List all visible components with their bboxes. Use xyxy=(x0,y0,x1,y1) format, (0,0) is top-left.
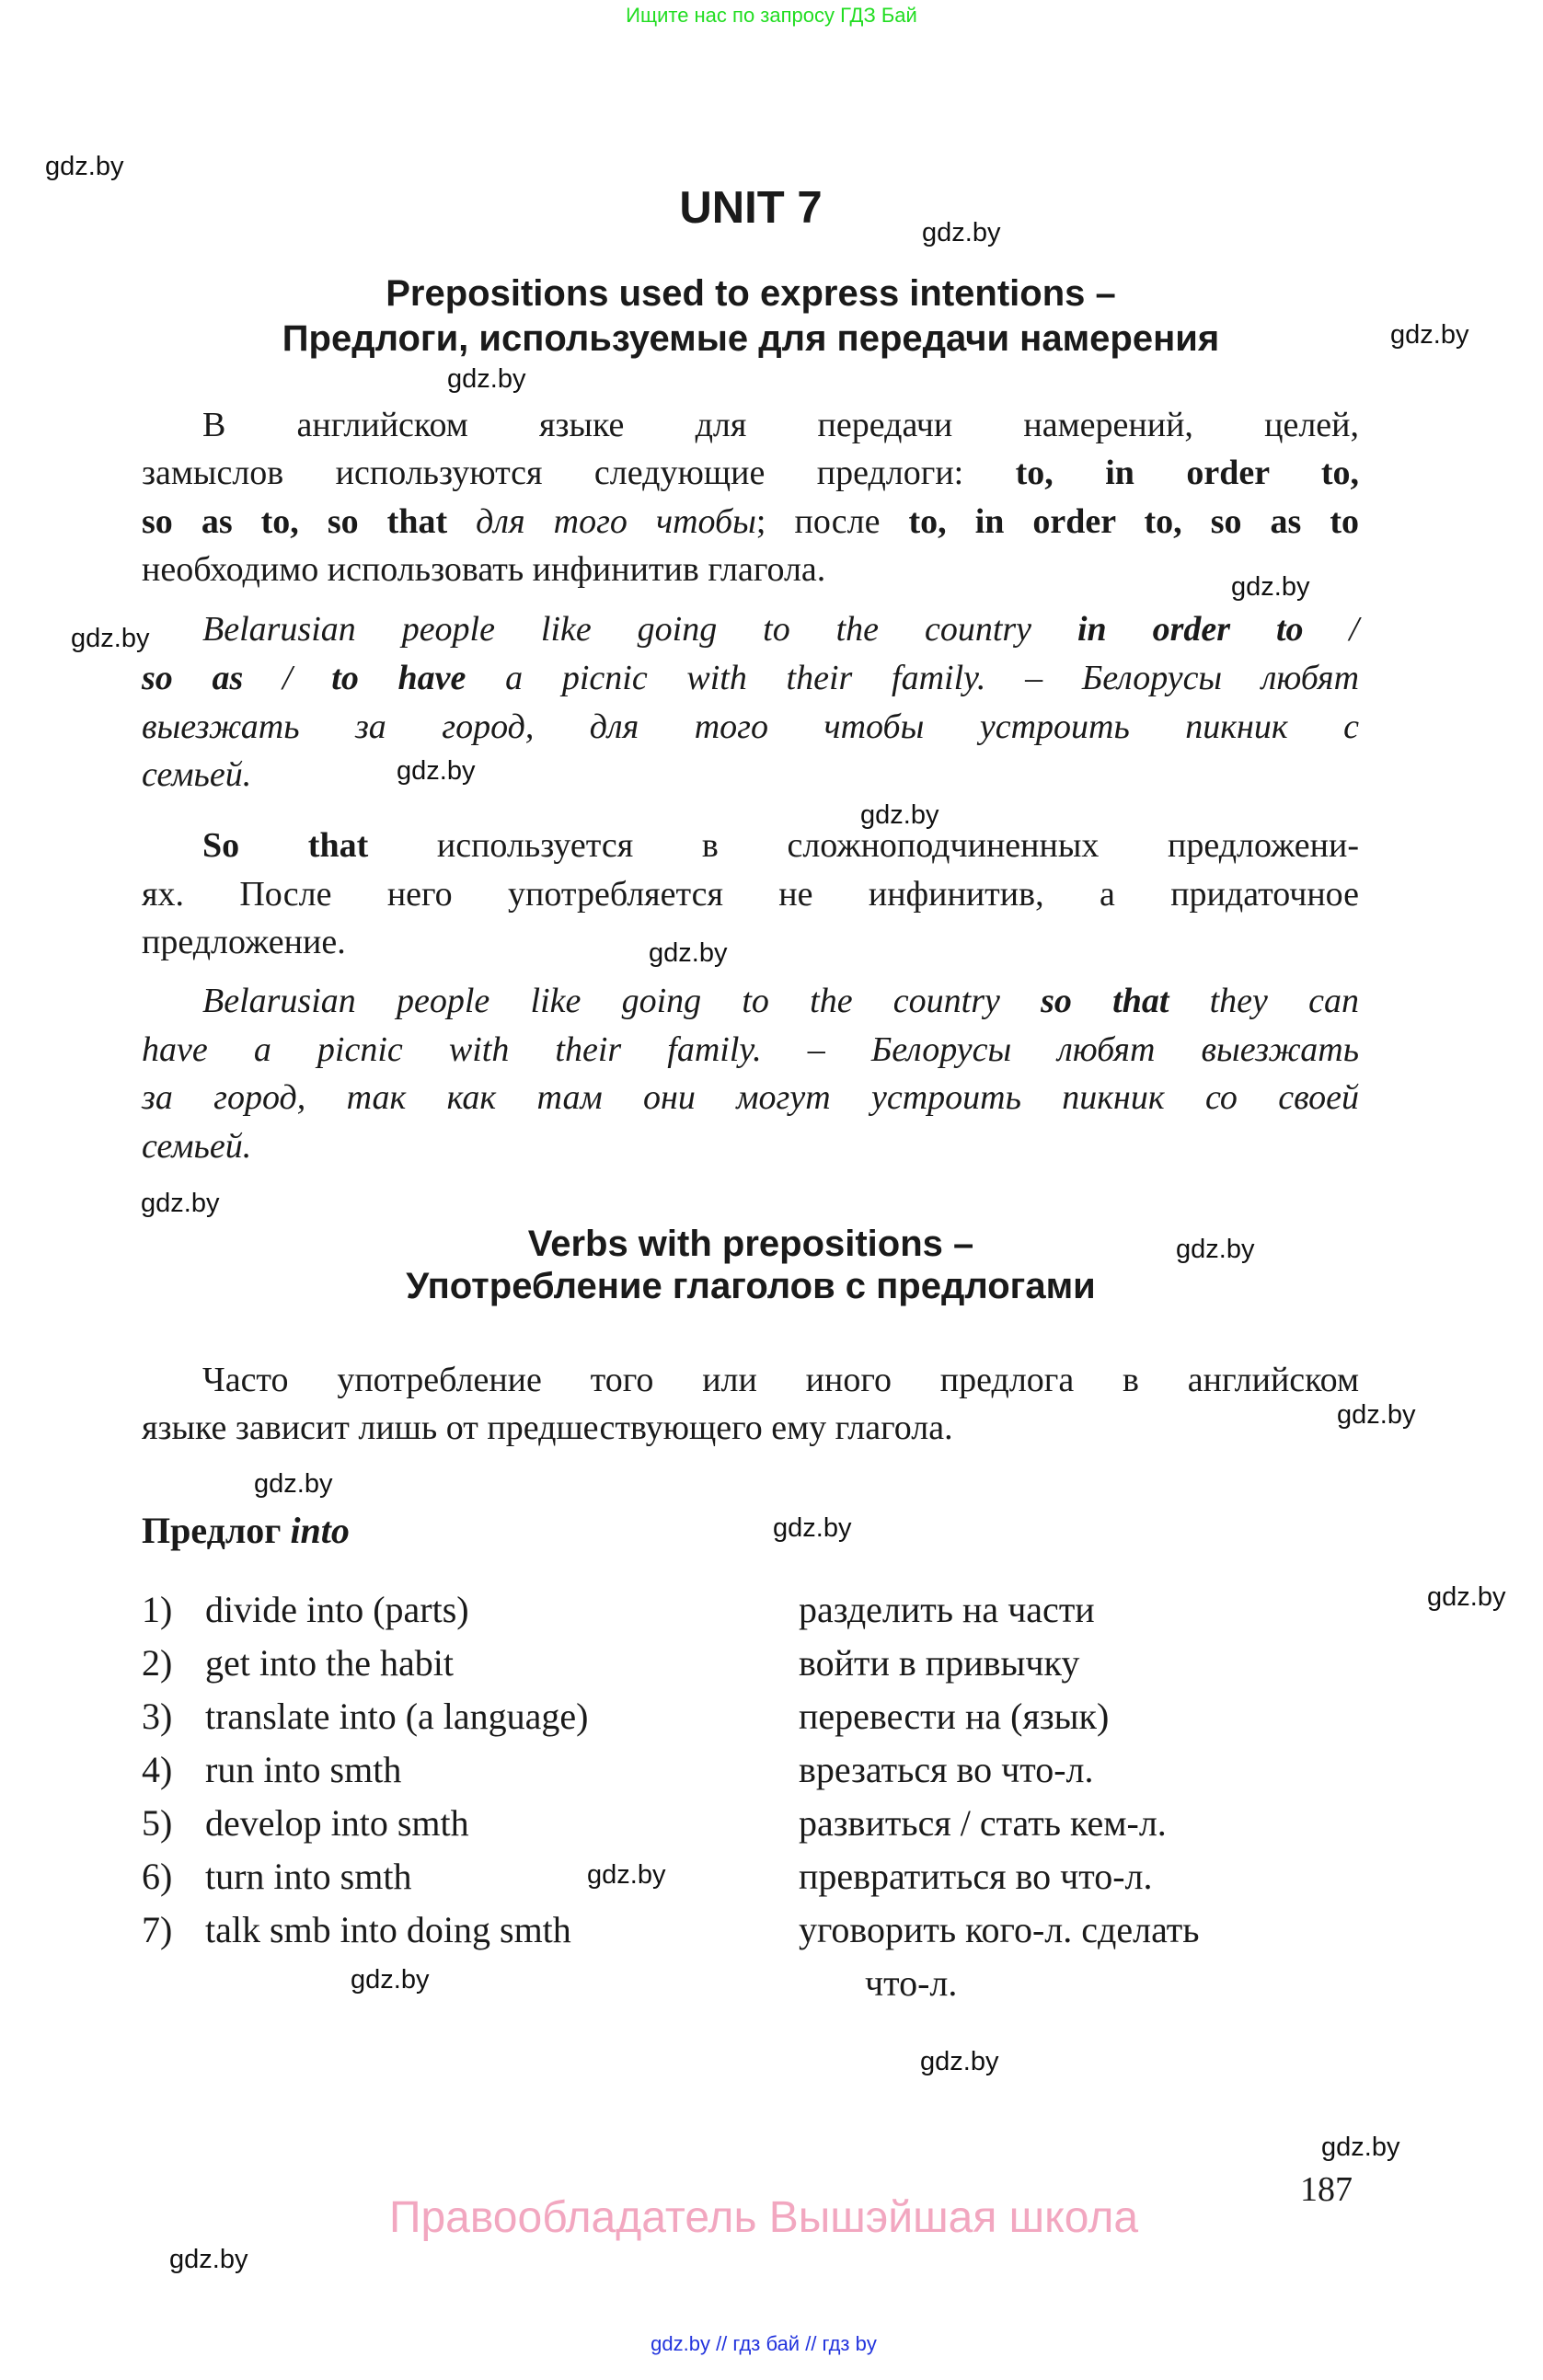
list-item-en: run into smth xyxy=(205,1749,402,1790)
watermark: gdz.by xyxy=(1390,320,1469,350)
list-item-number: 6) xyxy=(142,1856,173,1897)
list-item-en: divide into (parts) xyxy=(205,1589,469,1630)
list-item-ru-continued: что-л. xyxy=(865,1962,958,2004)
copyright-notice: Правообладатель Вышэйшая школа xyxy=(388,2193,1139,2242)
subheading-into: Предлог into xyxy=(142,1510,350,1551)
watermark: gdz.by xyxy=(71,624,150,653)
watermark: gdz.by xyxy=(922,218,1001,247)
list-item-en: turn into smth xyxy=(205,1856,412,1897)
para1-line: В английском языке для передачи намерений, целей, xyxy=(202,406,1359,444)
list-item-ru: развиться / стать кем-л. xyxy=(799,1802,1167,1844)
list-item-ru: превратиться во что-л. xyxy=(799,1856,1153,1897)
list-item-number: 1) xyxy=(142,1589,173,1630)
para1-line: необходимо использовать инфинитив глагола. xyxy=(142,550,826,589)
watermark: gdz.by xyxy=(1337,1400,1416,1430)
list-item-ru: разделить на части xyxy=(799,1589,1095,1630)
watermark: gdz.by xyxy=(1321,2133,1400,2162)
example2-line: Belarusian people like going to the country so that they can xyxy=(202,982,1359,1020)
example1-line: Belarusian people like going to the country in order to / xyxy=(202,610,1359,649)
watermark: gdz.by xyxy=(351,1965,430,1995)
section2-heading-ru: Употребление глаголов с предлогами xyxy=(406,1266,1096,1306)
example2-line: семьей. xyxy=(142,1127,252,1166)
list-item-en: develop into smth xyxy=(205,1802,469,1844)
bottom-links[interactable]: gdz.by // гдз бай // гдз by xyxy=(651,2332,877,2355)
example2-line: have a picnic with their family. – Белорусы любят выезжать xyxy=(142,1030,1359,1069)
list-item-en: get into the habit xyxy=(205,1642,454,1684)
section2-para-line: языке зависит лишь от предшествующего ему глагола. xyxy=(142,1408,953,1447)
watermark: gdz.by xyxy=(1231,572,1310,602)
watermark: gdz.by xyxy=(920,2047,999,2076)
list-item-number: 5) xyxy=(142,1802,173,1844)
list-item-ru: перевести на (язык) xyxy=(799,1696,1110,1737)
list-item-ru: войти в привычку xyxy=(799,1642,1080,1684)
list-item-ru: врезаться во что-л. xyxy=(799,1749,1094,1790)
list-item-number: 2) xyxy=(142,1642,173,1684)
watermark: gdz.by xyxy=(1176,1235,1255,1264)
watermark: gdz.by xyxy=(397,756,476,786)
list-item-en: translate into (a language) xyxy=(205,1696,589,1737)
watermark: gdz.by xyxy=(587,1860,666,1890)
list-item-en: talk smb into doing smth xyxy=(205,1909,571,1950)
unit-title: UNIT 7 xyxy=(679,183,823,233)
example1-line: so as / to have a picnic with their family. – Белорусы любят xyxy=(142,659,1360,697)
para1-line: замыслов используются следующие предлоги: to, in order to, xyxy=(142,454,1359,492)
list-item-number: 7) xyxy=(142,1909,173,1950)
list-item-number: 3) xyxy=(142,1696,173,1737)
section2-para-line: Часто употребление того или иного предлога в английском xyxy=(202,1361,1359,1399)
watermark: gdz.by xyxy=(860,800,939,830)
example1-line: семьей. xyxy=(142,755,252,794)
section2-heading-en: Verbs with prepositions – xyxy=(527,1224,974,1264)
watermark: gdz.by xyxy=(447,364,526,394)
section1-heading-en: Prepositions used to express intentions – xyxy=(386,273,1116,314)
section1-heading-ru: Предлоги, используемые для передачи намерения xyxy=(282,318,1220,359)
watermark: gdz.by xyxy=(45,152,124,181)
watermark: gdz.by xyxy=(649,938,728,968)
top-search-banner[interactable]: Ищите нас по запросу ГДЗ Бай xyxy=(626,4,917,27)
example1-line: выезжать за город, для того чтобы устроить пикник с xyxy=(142,707,1359,746)
watermark: gdz.by xyxy=(773,1513,852,1543)
para2-line: ях. После него употребляется не инфинитив, а придаточное xyxy=(142,875,1359,914)
watermark: gdz.by xyxy=(254,1469,333,1499)
watermark: gdz.by xyxy=(141,1189,220,1218)
page-number: 187 xyxy=(1300,2170,1353,2209)
para2-line: предложение. xyxy=(142,923,346,961)
list-item-number: 4) xyxy=(142,1749,173,1790)
watermark: gdz.by xyxy=(169,2245,248,2274)
watermark: gdz.by xyxy=(1427,1582,1506,1612)
para2-line: So that используется в сложноподчиненных предложени- xyxy=(202,826,1359,865)
example2-line: за город, так как там они могут устроить пикник со своей xyxy=(142,1078,1359,1117)
para1-line: so as to, so that для того чтобы; после to, in order to, so as to xyxy=(142,502,1360,541)
list-item-ru: уговорить кого-л. сделать xyxy=(799,1909,1200,1950)
